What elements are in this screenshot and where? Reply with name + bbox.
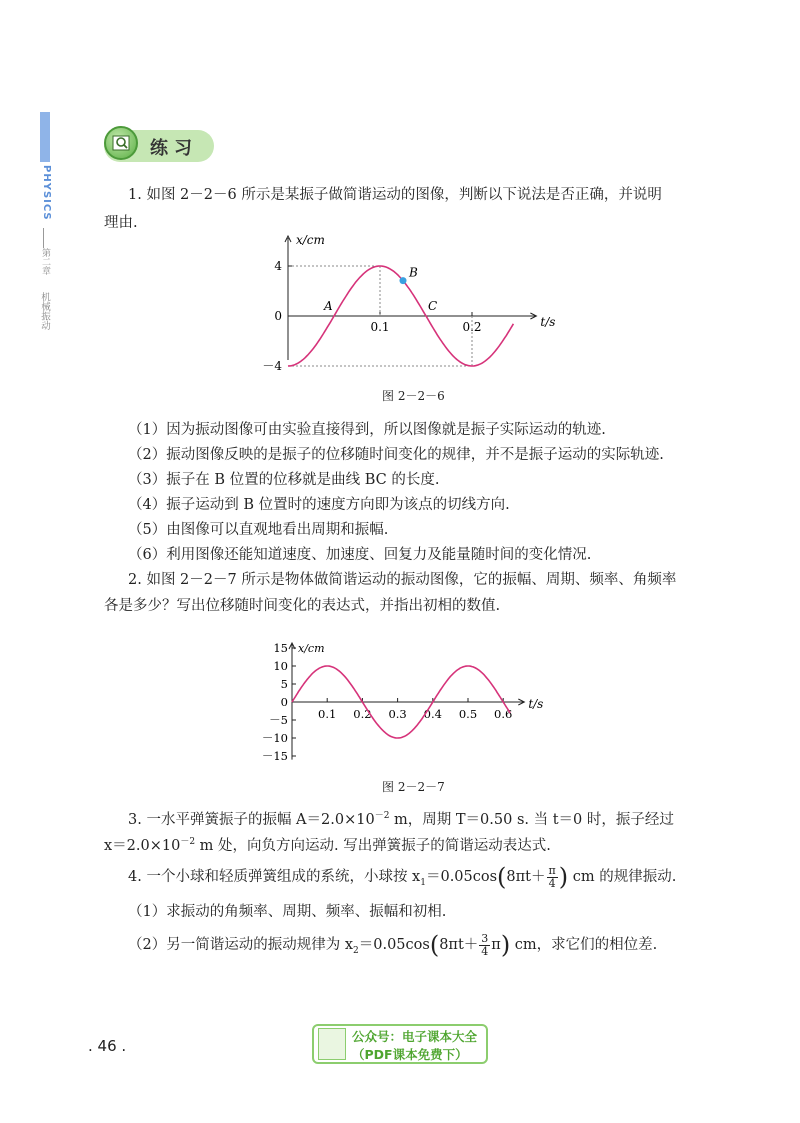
x-tick-label: 0.1	[318, 707, 337, 721]
y-tick-label: －10	[262, 731, 288, 745]
sidebar-brand: PHYSICS	[41, 165, 52, 221]
q1-text-line1: 1. 如图 2－2－6 所示是某振子做简谐运动的图像，判断以下说法是否正确，并说明	[128, 187, 662, 203]
q4-item2-pre: （2）另一简谐运动的振动规律为 x	[128, 937, 354, 953]
q4-item2-mid: ＝0.05cos	[358, 937, 430, 953]
q4-text-line1	[128, 862, 676, 892]
q1-text-line2: 理由.	[104, 215, 138, 231]
q4-pre: 4. 一个小球和轻质弹簧组成的系统，小球按 x	[128, 869, 421, 885]
sidebar-chapter: 第二章	[40, 248, 50, 275]
sidebar-accent-bar	[40, 112, 50, 162]
y-tick-label: 15	[273, 641, 288, 655]
x-tick-label: 0.1	[370, 320, 390, 334]
sidebar-divider	[43, 228, 44, 248]
q4-item2-paren-open: (	[429, 931, 440, 959]
q4-item-1: （1）求振动的角频率、周期、频率、振幅和初相.	[128, 904, 447, 920]
section-title: 练习	[150, 138, 198, 159]
q1-item-6: （6）利用图像还能知道速度、加速度、回复力及能量随时间的变化情况.	[128, 547, 592, 563]
q4-item2-fraction	[479, 933, 490, 958]
q2-text-line1: 2. 如图 2－2－7 所示是物体做简谐运动的振动图像，它的振幅、周期、频率、角频率	[128, 572, 677, 588]
y-tick-label: 10	[273, 659, 288, 673]
q4-mid: ＝0.05cos	[425, 869, 498, 885]
magnifier-icon	[104, 126, 138, 160]
y-tick-label: 0	[280, 695, 288, 709]
x-tick-label: 0.5	[458, 707, 478, 721]
point-B-label: B	[409, 265, 418, 280]
point-A-label: A	[324, 299, 333, 313]
y-tick-label: 5	[280, 677, 288, 691]
q4-item-2	[128, 930, 657, 960]
book-icon	[318, 1028, 346, 1060]
q3-line1-a: 3. 一水平弹簧振子的振幅 A＝2.0×10	[128, 811, 375, 828]
figure-2-2-7	[262, 640, 562, 780]
q4-paren-open: (	[497, 863, 507, 891]
q3-text-line2	[104, 832, 551, 856]
y-axis-label: x/cm	[298, 642, 325, 655]
q1-item-1: （1）因为振动图像可由实验直接得到，所以图像就是振子实际运动的轨迹.	[128, 422, 606, 438]
q3-text-line1	[128, 806, 674, 830]
q1-item-5: （5）由图像可以直观地看出周期和振幅.	[128, 522, 389, 538]
q2-text-line2: 各是多少？写出位移随时间变化的表达式，并指出初相的数值.	[104, 598, 501, 614]
q4-item2-paren-close: )	[500, 931, 511, 959]
q1-item-2: （2）振动图像反映的是振子的位移随时间变化的规律，并不是振子运动的实际轨迹.	[128, 447, 664, 463]
q4-frac-num: π	[548, 863, 556, 877]
q4-item2-pi: π	[491, 937, 501, 953]
q3-exponent-2: －2	[180, 837, 196, 847]
q4-item2-inner: 8πt＋	[439, 937, 479, 953]
figure-2-2-6	[262, 228, 562, 388]
point-B-marker	[400, 277, 407, 284]
badge-line-2: （PDF课本免费下）	[352, 1047, 468, 1062]
point-C-label: C	[428, 299, 438, 313]
q4-item2-frac-num: 3	[481, 931, 489, 945]
y-tick-label: 0	[274, 309, 282, 323]
q3-line1-b: m，周期 T＝0.50 s. 当 t＝0 时，振子经过	[389, 811, 674, 828]
q4-sub-1: 1	[420, 877, 426, 888]
q4-item2-post: cm，求它们的相位差.	[510, 937, 658, 953]
q4-fraction	[547, 865, 558, 890]
x-tick-label: 0.4	[423, 707, 442, 721]
q3-exponent-1: －2	[374, 811, 390, 821]
y-tick-label: －15	[262, 749, 288, 763]
q4-paren-close: )	[558, 863, 569, 891]
q4-item2-frac-den: 4	[481, 944, 489, 958]
x-tick-label: 0.6	[494, 707, 513, 721]
page-number: . 46 .	[88, 1037, 127, 1055]
q4-frac-den: 4	[548, 876, 556, 890]
y-axis-label: x/cm	[296, 233, 325, 247]
sidebar-chapter-title: 机械振动	[39, 292, 50, 330]
x-axis-label: t/s	[540, 315, 556, 329]
x-tick-label: 0.2	[353, 707, 372, 721]
figure-2-2-7-caption: 图 2－2－7	[382, 780, 445, 794]
q3-line2-a: x＝2.0×10	[104, 837, 181, 854]
x-axis-label: t/s	[528, 697, 544, 711]
q4-post: cm 的规律振动.	[568, 869, 677, 885]
x-tick-label: 0.3	[388, 707, 407, 721]
y-tick-label: －4	[262, 359, 282, 373]
q4-inner: 8πt＋	[506, 869, 546, 885]
q3-line2-b: m 处，向负方向运动. 写出弹簧振子的简谐运动表达式.	[195, 837, 551, 854]
q1-item-4: （4）振子运动到 B 位置时的速度方向即为该点的切线方向.	[128, 497, 510, 513]
q1-item-3: （3）振子在 B 位置的位移就是曲线 BC 的长度.	[128, 472, 440, 488]
figure-2-2-6-caption: 图 2－2－6	[382, 389, 445, 403]
y-tick-label: －5	[269, 713, 288, 727]
q4-sub-2: 2	[353, 945, 359, 956]
badge-line-1: 公众号：电子课本大全	[352, 1029, 478, 1044]
x-tick-label: 0.2	[462, 320, 482, 334]
y-tick-label: 4	[274, 259, 282, 273]
